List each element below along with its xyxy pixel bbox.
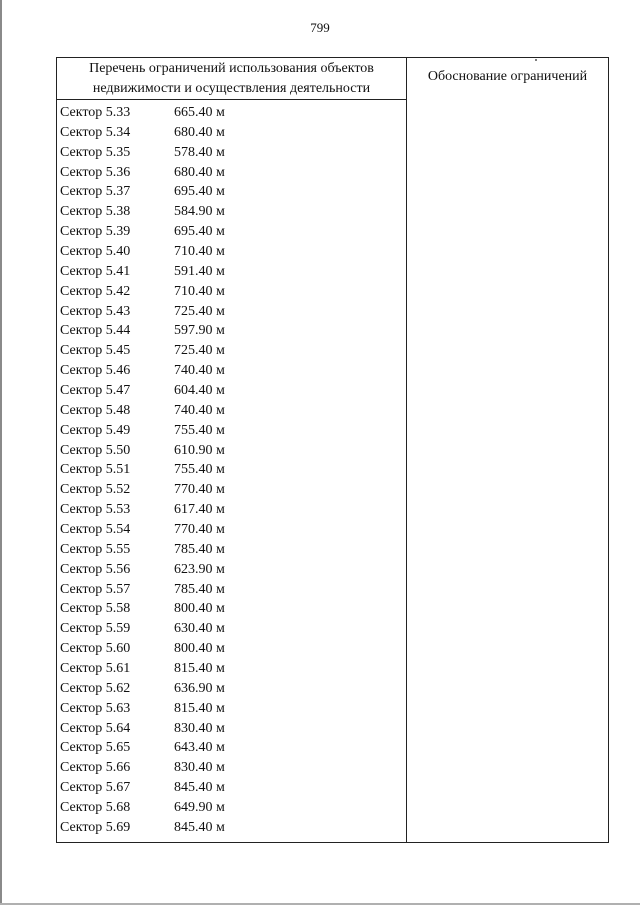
sector-distance: 785.40 м (174, 541, 225, 557)
table-row (60, 242, 404, 262)
table-row (60, 143, 404, 163)
sector-name: Сектор 5.66 (60, 760, 131, 776)
sector-distance: 710.40 м (174, 243, 225, 259)
sector-distance: 597.90 м (174, 323, 225, 339)
sector-distance: 665.40 м (174, 104, 225, 120)
sector-name: Сектор 5.56 (60, 561, 131, 577)
sector-name: Сектор 5.59 (60, 621, 131, 637)
table-row (60, 500, 404, 520)
sector-name: Сектор 5.63 (60, 700, 131, 716)
table-row (60, 361, 404, 381)
sector-distance: 740.40 м (174, 402, 225, 418)
table-row (60, 460, 404, 480)
sector-distance: 630.40 м (174, 621, 225, 637)
sector-distance: 770.40 м (174, 521, 225, 537)
sector-name: Сектор 5.67 (60, 780, 131, 796)
table-row (60, 321, 404, 341)
sector-distance: 695.40 м (174, 224, 225, 240)
table-row (60, 262, 404, 282)
sector-name: Сектор 5.36 (60, 164, 131, 180)
sector-distance: 643.40 м (174, 740, 225, 756)
header-divider (57, 99, 406, 100)
sector-distance: 680.40 м (174, 164, 225, 180)
sector-distance: 680.40 м (174, 124, 225, 140)
sector-distance: 578.40 м (174, 144, 225, 160)
sector-distance: 636.90 м (174, 680, 225, 696)
sector-name: Сектор 5.38 (60, 204, 131, 220)
table-row (60, 719, 404, 739)
sector-name: Сектор 5.55 (60, 541, 131, 557)
sector-name: Сектор 5.37 (60, 184, 131, 200)
sector-name: Сектор 5.68 (60, 800, 131, 815)
sector-name: Сектор 5.43 (60, 303, 131, 319)
sector-name: Сектор 5.47 (60, 382, 131, 398)
table-row (60, 758, 404, 778)
table-row (60, 540, 404, 560)
sector-distance: 785.40 м (174, 581, 225, 597)
table-row (60, 699, 404, 719)
sector-distance: 770.40 м (174, 482, 225, 498)
sector-distance: 815.40 м (174, 700, 225, 716)
table-row (60, 222, 404, 242)
table-row (60, 599, 404, 619)
table-row (60, 202, 404, 222)
table-row (60, 619, 404, 639)
sector-distance: 755.40 м (174, 462, 225, 478)
table-row (60, 520, 404, 540)
table-row (60, 778, 404, 798)
sector-distance: 815.40 м (174, 660, 225, 676)
sector-distance: 617.40 м (174, 502, 225, 518)
table-row (60, 441, 404, 461)
sector-distance: 845.40 м (174, 819, 225, 835)
sector-name: Сектор 5.57 (60, 581, 131, 597)
header-restrictions-list (57, 58, 406, 99)
sector-distance: 623.90 м (174, 561, 225, 577)
sector-name: Сектор 5.49 (60, 422, 131, 438)
sector-name: Сектор 5.62 (60, 680, 131, 696)
sector-distance: 649.90 м (174, 800, 225, 815)
sector-distance: 610.90 м (174, 442, 225, 458)
sector-name: Сектор 5.48 (60, 402, 131, 418)
column-divider (406, 58, 407, 842)
sector-distance: 740.40 м (174, 363, 225, 379)
sector-name: Сектор 5.46 (60, 363, 131, 379)
sector-distance: 800.40 м (174, 601, 225, 617)
sector-name: Сектор 5.40 (60, 243, 131, 259)
table-row (60, 341, 404, 361)
scan-left-edge (0, 0, 2, 905)
sector-distance: 755.40 м (174, 422, 225, 438)
table-row (60, 381, 404, 401)
sector-name: Сектор 5.42 (60, 283, 131, 299)
sector-name: Сектор 5.53 (60, 502, 131, 518)
sector-distance: 710.40 м (174, 283, 225, 299)
sector-name: Сектор 5.34 (60, 124, 131, 140)
sector-name: Сектор 5.44 (60, 323, 131, 339)
sector-name: Сектор 5.58 (60, 601, 131, 617)
table-row (60, 103, 404, 123)
sector-distance: 830.40 м (174, 720, 225, 736)
sector-name: Сектор 5.39 (60, 224, 131, 240)
table-rows (60, 103, 404, 838)
header-line-1: Перечень ограничений использования объектов (89, 60, 374, 76)
sector-name: Сектор 5.64 (60, 720, 131, 736)
table-row (60, 639, 404, 659)
sector-distance: 725.40 м (174, 343, 225, 359)
restrictions-table (56, 57, 609, 843)
sector-name: Сектор 5.45 (60, 343, 131, 359)
sector-distance: 584.90 м (174, 204, 225, 220)
sector-distance: 725.40 м (174, 303, 225, 319)
sector-name: Сектор 5.69 (60, 819, 131, 835)
table-row (60, 798, 404, 818)
sector-distance: 604.40 м (174, 382, 225, 398)
sector-name: Сектор 5.41 (60, 263, 131, 279)
sector-name: Сектор 5.51 (60, 462, 131, 478)
sector-name: Сектор 5.35 (60, 144, 131, 160)
sector-name: Сектор 5.60 (60, 641, 131, 657)
sector-distance: 695.40 м (174, 184, 225, 200)
sector-name: Сектор 5.54 (60, 521, 131, 537)
table-row (60, 739, 404, 759)
table-row (60, 679, 404, 699)
sector-name: Сектор 5.52 (60, 482, 131, 498)
table-row (60, 818, 404, 838)
sector-name: Сектор 5.50 (60, 442, 131, 458)
table-row (60, 659, 404, 679)
page-number: 799 (310, 20, 330, 35)
sector-distance: 591.40 м (174, 263, 225, 279)
header-justification: Обоснование ограничений (427, 69, 588, 84)
table-row (60, 182, 404, 202)
sector-distance: 800.40 м (174, 641, 225, 657)
scan-dot-mark (535, 59, 537, 61)
sector-distance: 830.40 м (174, 760, 225, 776)
table-row (60, 302, 404, 322)
sector-distance: 845.40 м (174, 780, 225, 796)
table-row (60, 282, 404, 302)
sector-name: Сектор 5.65 (60, 740, 131, 756)
table-row (60, 421, 404, 441)
table-row (60, 480, 404, 500)
table-row (60, 123, 404, 143)
table-row (60, 401, 404, 421)
table-row (60, 580, 404, 600)
sector-name: Сектор 5.33 (60, 104, 131, 120)
sector-name: Сектор 5.61 (60, 660, 131, 676)
table-row (60, 163, 404, 183)
header-line-2: недвижимости и осуществления деятельности (92, 80, 371, 96)
table-row (60, 560, 404, 580)
